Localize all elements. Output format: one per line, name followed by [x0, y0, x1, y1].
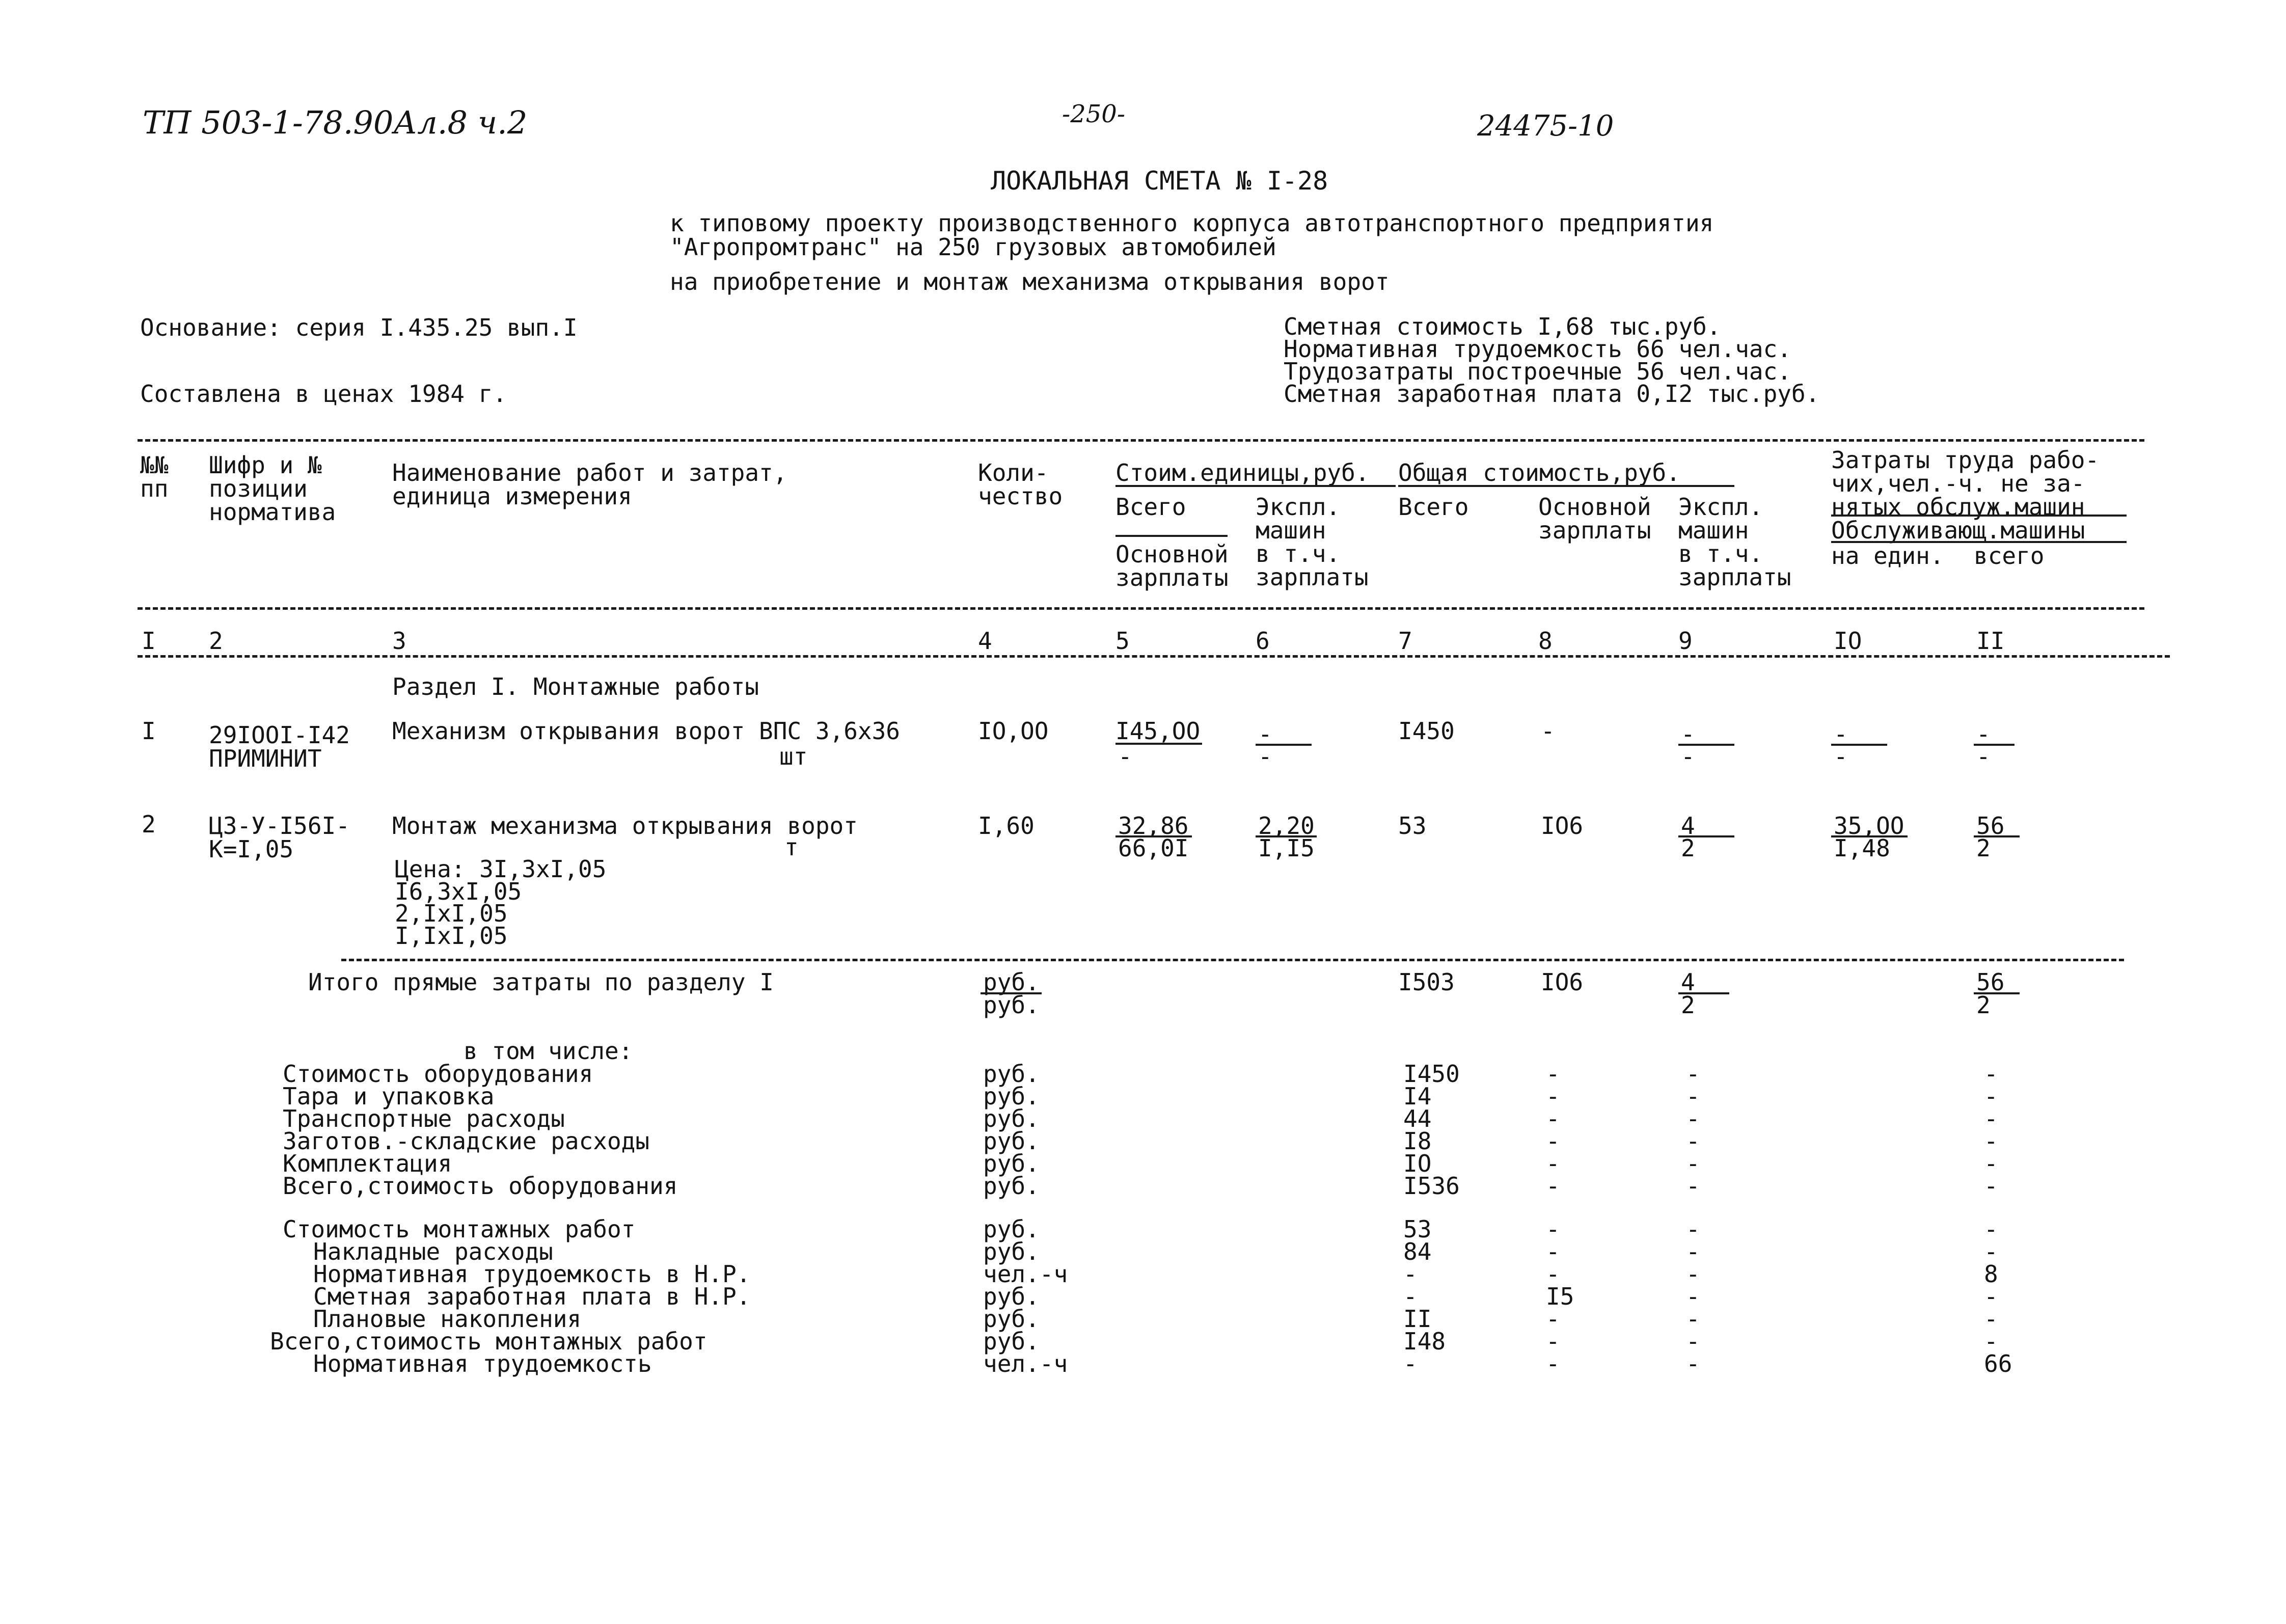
colnum-4: 4 — [978, 627, 992, 655]
row-labor-total-machines: 2 — [1976, 834, 1991, 862]
item-machines: - — [1686, 1127, 1700, 1155]
item-unit: руб. — [983, 1305, 1040, 1333]
colnum-rule — [138, 655, 2170, 658]
row-labor-total: - — [1976, 720, 1991, 748]
item-labor: - — [1984, 1105, 1998, 1132]
item-label: Комплектация — [283, 1150, 452, 1177]
item-label: Нормативная трудоемкость в Н.Р. — [313, 1260, 751, 1288]
colnum-11: II — [1976, 627, 2005, 655]
row-unit-machines-wage: I,I5 — [1258, 834, 1315, 862]
item-wage: - — [1546, 1127, 1560, 1155]
item-machines: - — [1686, 1350, 1700, 1377]
item-machines: - — [1686, 1172, 1700, 1200]
item-labor: - — [1984, 1060, 1998, 1088]
item-label: Накладные расходы — [313, 1238, 553, 1265]
item-label: Всего,стоимость монтажных работ — [270, 1328, 707, 1355]
row-number: I — [142, 717, 156, 745]
document-code: ТП 503-1-78.90Ал.8 ч.2 — [143, 104, 528, 141]
item-wage: - — [1546, 1305, 1560, 1333]
item-cost: I450 — [1403, 1060, 1460, 1088]
row-name: Монтаж механизма открывания ворот — [392, 812, 858, 840]
item-wage: - — [1546, 1082, 1560, 1110]
item-wage: - — [1546, 1238, 1560, 1265]
summary-construction-labor: Трудозатраты построечные 56 чел.час. — [1284, 358, 1791, 385]
item-labor: - — [1984, 1172, 1998, 1200]
item-labor: - — [1984, 1082, 1998, 1110]
item-labor: 66 — [1984, 1350, 2012, 1377]
row-labor-unit: 35,OO — [1834, 812, 1904, 840]
item-machines: - — [1686, 1305, 1700, 1333]
item-unit: руб. — [983, 1127, 1040, 1155]
colnum-3: 3 — [392, 627, 406, 655]
col-header-total-cost: Общая стоимость,руб. — [1398, 459, 1680, 486]
item-label: Транспортные расходы — [283, 1105, 565, 1132]
section-title: Раздел I. Монтажные работы — [392, 673, 759, 700]
col-header-5-top: Всего — [1115, 493, 1186, 521]
item-wage: - — [1546, 1215, 1560, 1243]
item-labor: - — [1984, 1238, 1998, 1265]
colnum-1: I — [142, 627, 156, 655]
item-unit: руб. — [983, 1105, 1040, 1132]
row-total: I450 — [1398, 717, 1455, 745]
unit-cost-underline — [1115, 485, 1396, 487]
row-total-wage: - — [1541, 717, 1555, 745]
item-label: Тара и упаковка — [283, 1082, 495, 1110]
section-total-labor-machines: 2 — [1976, 991, 1991, 1019]
colnum-9: 9 — [1678, 627, 1693, 655]
archive-number: 24475-10 — [1477, 110, 1614, 143]
item-labor: - — [1984, 1283, 1998, 1310]
item-label: Заготов.-складские расходы — [283, 1127, 650, 1155]
table-top-rule — [138, 439, 2144, 442]
item-wage: - — [1546, 1150, 1560, 1177]
item-machines: - — [1686, 1283, 1700, 1310]
colnum-6: 6 — [1256, 627, 1270, 655]
item-unit: руб. — [983, 1238, 1040, 1265]
item-wage: - — [1546, 1328, 1560, 1355]
colnum-10: IO — [1834, 627, 1862, 655]
col-header-code: Шифр и № позиции норматива — [209, 451, 336, 526]
col-5-divider — [1115, 535, 1228, 537]
row-labor-unit-machines: - — [1834, 743, 1848, 770]
item-machines: - — [1686, 1238, 1700, 1265]
item-label: Всего,стоимость оборудования — [283, 1172, 678, 1200]
item-cost: II — [1403, 1305, 1432, 1333]
item-unit: руб. — [983, 1150, 1040, 1177]
item-cost: 53 — [1403, 1215, 1432, 1243]
colnum-5: 5 — [1115, 627, 1130, 655]
col-header-unit-cost: Стоим.единицы,руб. — [1115, 459, 1370, 486]
col-header-6: Экспл. машин в т.ч. зарплаты — [1256, 493, 1369, 591]
colnum-8: 8 — [1538, 627, 1553, 655]
item-wage: I5 — [1546, 1283, 1574, 1310]
col-header-7: Всего — [1398, 493, 1469, 521]
row-labor-unit-machines: I,48 — [1834, 834, 1890, 862]
item-unit: чел.-ч — [983, 1260, 1068, 1288]
row-number: 2 — [142, 810, 156, 838]
row-unit-wage: - — [1118, 743, 1132, 770]
item-labor: 8 — [1984, 1260, 1998, 1288]
colnum-7: 7 — [1398, 627, 1412, 655]
col-header-10: на един. — [1831, 542, 1944, 570]
item-unit: чел.-ч — [983, 1350, 1068, 1377]
page-number: -250- — [1062, 100, 1126, 128]
row-labor-total-machines: - — [1976, 743, 1991, 770]
item-unit: руб. — [983, 1082, 1040, 1110]
row-unit-machines-wage: - — [1258, 743, 1272, 770]
row-unit-total: 32,86 — [1118, 812, 1189, 840]
item-cost: - — [1403, 1283, 1418, 1310]
basis-note: Основание: серия I.435.25 вып.I — [140, 314, 578, 341]
colnum-2: 2 — [209, 627, 223, 655]
item-cost: I4 — [1403, 1082, 1432, 1110]
total-cost-underline — [1398, 485, 1734, 487]
item-unit: руб. — [983, 1328, 1040, 1355]
item-cost: - — [1403, 1260, 1418, 1288]
item-label: Стоимость оборудования — [283, 1060, 593, 1088]
col-header-quantity: Коли- чество — [978, 459, 1063, 510]
prices-note: Составлена в ценах 1984 г. — [140, 380, 507, 408]
row-unit: шт — [779, 743, 808, 770]
subtitle-line-1: к типовому проекту производственного корпуса автотранспортного предприятия — [670, 209, 1714, 237]
item-unit: руб. — [983, 1172, 1040, 1200]
col-header-5-bottom: Основной зарплаты — [1115, 540, 1229, 591]
item-cost: I48 — [1403, 1328, 1446, 1355]
item-machines: - — [1686, 1150, 1700, 1177]
row-labor-unit: - — [1834, 720, 1848, 748]
item-wage: - — [1546, 1105, 1560, 1132]
header-bottom-rule — [138, 607, 2144, 610]
item-labor: - — [1984, 1127, 1998, 1155]
item-labor: - — [1984, 1305, 1998, 1333]
row-unit-machines: - — [1258, 720, 1272, 748]
row-unit-wage: 66,0I — [1118, 834, 1189, 862]
row-total-machines-wage: - — [1681, 743, 1695, 770]
section-total-machines: 4 — [1681, 968, 1695, 996]
item-cost: 44 — [1403, 1105, 1432, 1132]
item-cost: IO — [1403, 1150, 1432, 1177]
subtitle-line-3: на приобретение и монтаж механизма открывания ворот — [670, 268, 1390, 295]
row-total: 53 — [1398, 812, 1427, 840]
item-wage: - — [1546, 1260, 1560, 1288]
col-header-labor: Затраты труда рабо- чих,чел.-ч. не за- нятых обслуж.машин — [1831, 446, 2100, 521]
col-header-name: Наименование работ и затрат, единица измерения — [392, 459, 787, 510]
item-wage: - — [1546, 1060, 1560, 1088]
item-label: Нормативная трудоемкость — [313, 1350, 652, 1377]
row-quantity: IO,OO — [978, 717, 1049, 745]
col-header-labor-sub: Обслуживающ.машины — [1831, 517, 2085, 544]
section-total-wage: IO6 — [1541, 968, 1584, 996]
item-unit: руб. — [983, 1283, 1040, 1310]
item-label: Стоимость монтажных работ — [283, 1215, 636, 1243]
item-machines: - — [1686, 1105, 1700, 1132]
row-code: 29IOOI-I42 ПРИМИНИТ — [209, 721, 350, 772]
row-quantity: I,60 — [978, 812, 1035, 840]
summary-normative-labor: Нормативная трудоемкость 66 чел.час. — [1284, 335, 1791, 363]
item-wage: - — [1546, 1172, 1560, 1200]
item-machines: - — [1686, 1082, 1700, 1110]
subtitle-line-2: "Агропромтранс" на 250 грузовых автомобилей — [670, 233, 1276, 261]
col-header-9: Экспл. машин в т.ч. зарплаты — [1678, 493, 1791, 591]
summary-estimated-wage: Сметная заработная плата 0,I2 тыс.руб. — [1284, 380, 1820, 408]
section-total-machines-wage: 2 — [1681, 991, 1695, 1019]
row-total-wage: IO6 — [1541, 812, 1584, 840]
item-labor: - — [1984, 1150, 1998, 1177]
row-total-machines: 4 — [1681, 812, 1695, 840]
section-total-labor: 56 — [1976, 968, 2005, 996]
including-label: в том числе: — [464, 1037, 633, 1065]
item-labor: - — [1984, 1215, 1998, 1243]
item-unit: руб. — [983, 1060, 1040, 1088]
row-price-note: Цена: 3I,3хI,05 I6,3хI,05 2,IхI,05 I,IхI,05 — [395, 855, 607, 950]
item-cost: - — [1403, 1350, 1418, 1377]
document-title: ЛОКАЛЬНАЯ СМЕТА № I-28 — [991, 166, 1328, 196]
item-unit: руб. — [983, 1215, 1040, 1243]
item-wage: - — [1546, 1350, 1560, 1377]
section-total-label: Итого прямые затраты по разделу I — [308, 968, 774, 996]
item-cost: 84 — [1403, 1238, 1432, 1265]
item-machines: - — [1686, 1260, 1700, 1288]
col-header-8: Основной зарплаты — [1538, 493, 1651, 544]
row-total-machines-wage: 2 — [1681, 834, 1695, 862]
item-label: Плановые накопления — [313, 1305, 582, 1333]
section-total-cost: I503 — [1398, 968, 1455, 996]
row-code: ЦЗ-У-I56I- К=I,05 — [209, 812, 350, 863]
section-total-unit-2: руб. — [983, 991, 1040, 1019]
item-machines: - — [1686, 1328, 1700, 1355]
summary-estimated-cost: Сметная стоимость I,68 тыс.руб. — [1284, 313, 1721, 340]
item-labor: - — [1984, 1328, 1998, 1355]
row-name: Механизм открывания ворот ВПС 3,6х36 — [392, 717, 900, 745]
subtotal-rule — [341, 959, 2124, 961]
row-total-machines: - — [1681, 720, 1695, 748]
row-unit: т — [784, 833, 799, 861]
item-label: Сметная заработная плата в Н.Р. — [313, 1283, 751, 1310]
section-total-unit-1: руб. — [983, 968, 1040, 996]
item-machines: - — [1686, 1215, 1700, 1243]
item-machines: - — [1686, 1060, 1700, 1088]
col-header-11: всего — [1974, 542, 2045, 570]
item-cost: I536 — [1403, 1172, 1460, 1200]
item-cost: I8 — [1403, 1127, 1432, 1155]
row-unit-total: I45,OO — [1115, 717, 1201, 745]
row-labor-total: 56 — [1976, 812, 2005, 840]
row-unit-machines: 2,20 — [1258, 812, 1315, 840]
col-header-number: №№ пп — [140, 451, 169, 502]
